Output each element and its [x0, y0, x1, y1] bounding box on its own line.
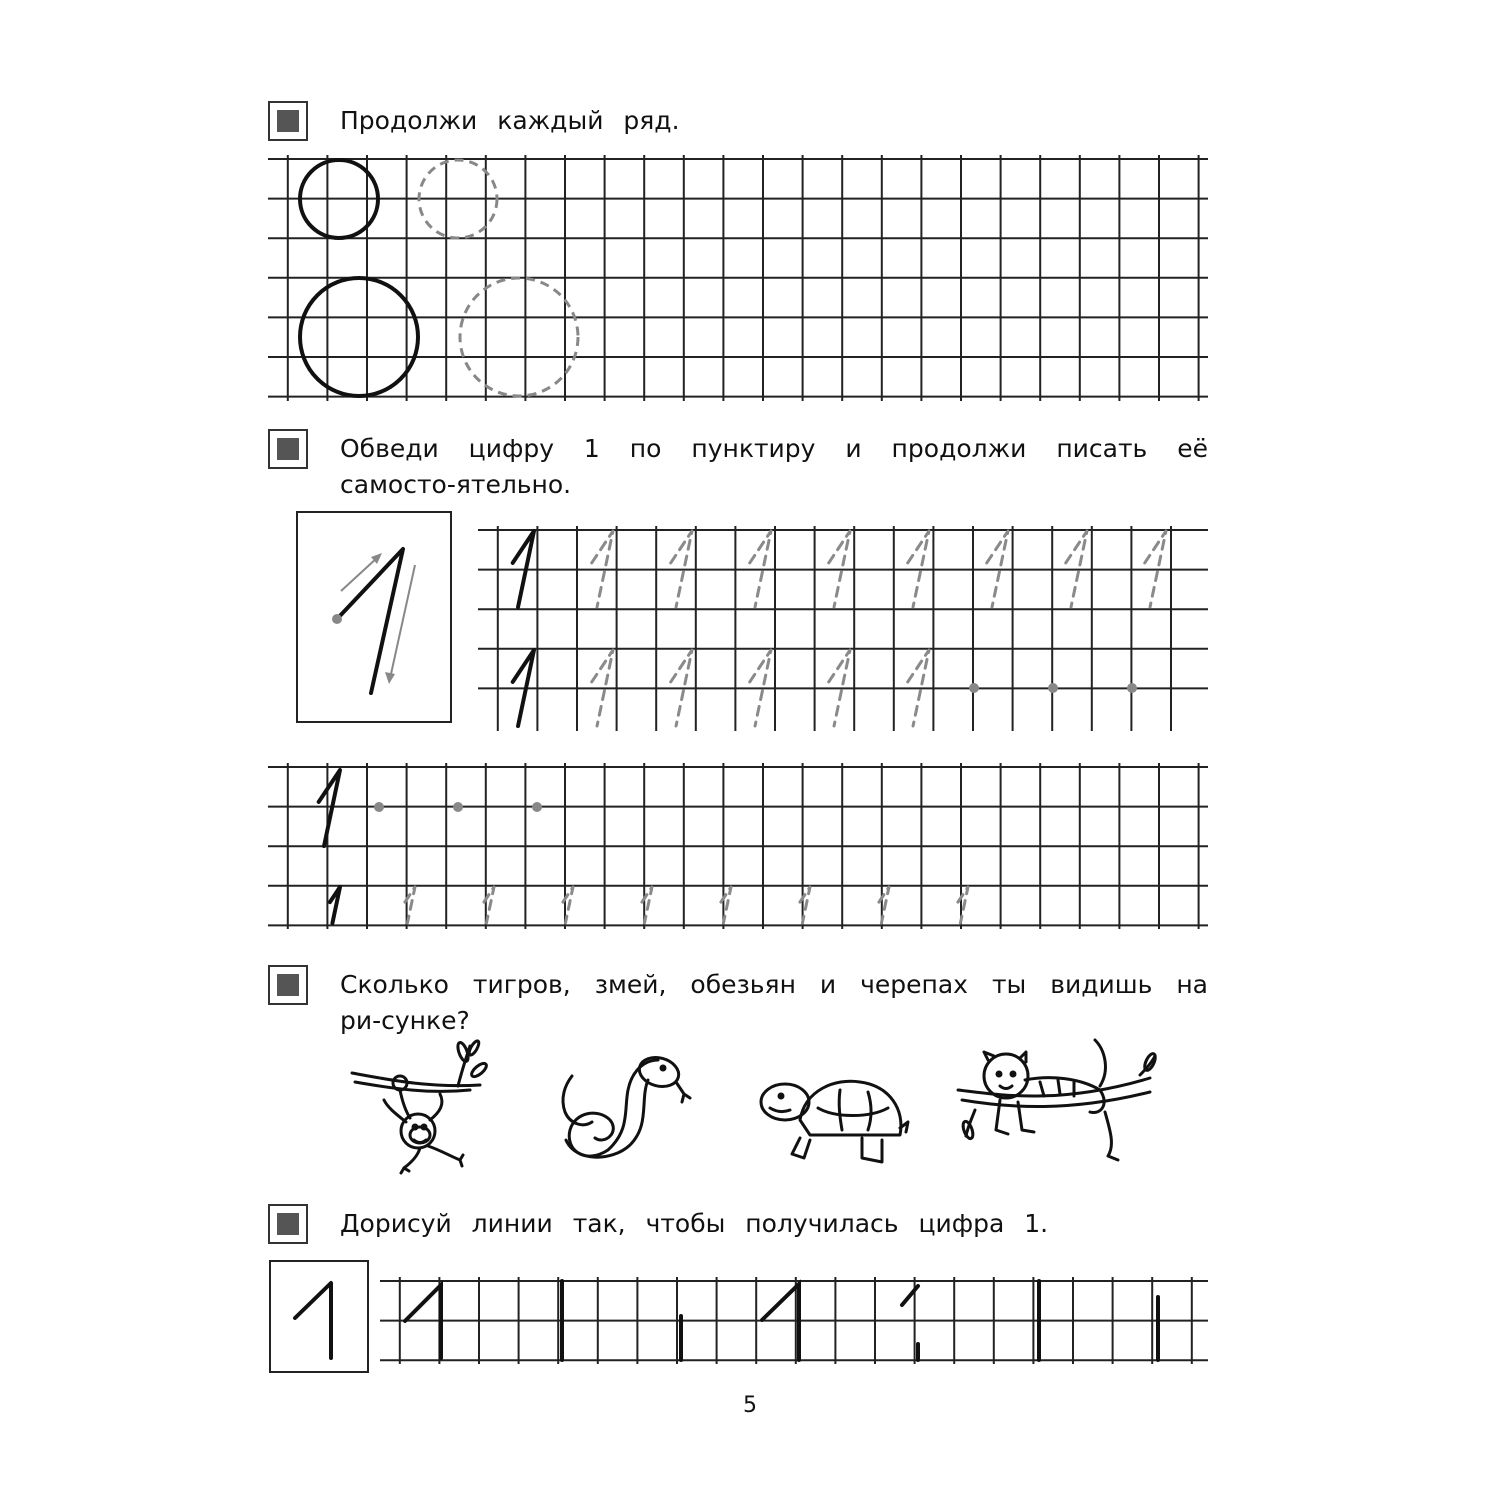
start-dot — [332, 614, 342, 624]
monkey-icon — [352, 1040, 488, 1173]
turtle-icon — [761, 1081, 908, 1162]
task-2-instruction: Обведи цифру 1 по пунктиру и продолжи писать её самосто-ятельно. — [340, 434, 1208, 499]
start-dot[interactable] — [374, 802, 384, 812]
sample-one — [319, 770, 340, 846]
grid-paper — [268, 155, 1208, 1364]
start-dot[interactable] — [1048, 683, 1058, 693]
sample-circle-large — [300, 278, 418, 396]
page-number: 5 — [743, 1393, 757, 1418]
trace-one-small[interactable] — [958, 887, 968, 923]
start-dot[interactable] — [1127, 683, 1137, 693]
tiger-icon — [958, 1040, 1157, 1160]
task-1-instruction: Продолжи каждый ряд. — [340, 106, 680, 135]
circle-row-large — [300, 278, 578, 396]
start-dot[interactable] — [969, 683, 979, 693]
grid-circles — [268, 155, 1208, 401]
task-4-instruction: Дорисуй линии так, чтобы получилась цифра 1. — [340, 1209, 1049, 1238]
start-dot[interactable] — [532, 802, 542, 812]
snake-icon — [563, 1053, 690, 1157]
grid-digits-upper — [478, 526, 1208, 731]
task-3-instruction: Сколько тигров, змей, обезьян и черепах ты видишь на ри-сунке? — [340, 970, 1208, 1035]
sample-one-small — [330, 887, 340, 923]
digit-one-example-box — [297, 512, 451, 722]
trace-one-small[interactable] — [800, 887, 810, 923]
trace-one-small[interactable] — [879, 887, 889, 923]
digit-one-example-small — [270, 1261, 368, 1372]
grid-digits-lower — [268, 763, 1208, 929]
trace-circle-large[interactable] — [460, 278, 578, 396]
start-dot[interactable] — [453, 802, 463, 812]
